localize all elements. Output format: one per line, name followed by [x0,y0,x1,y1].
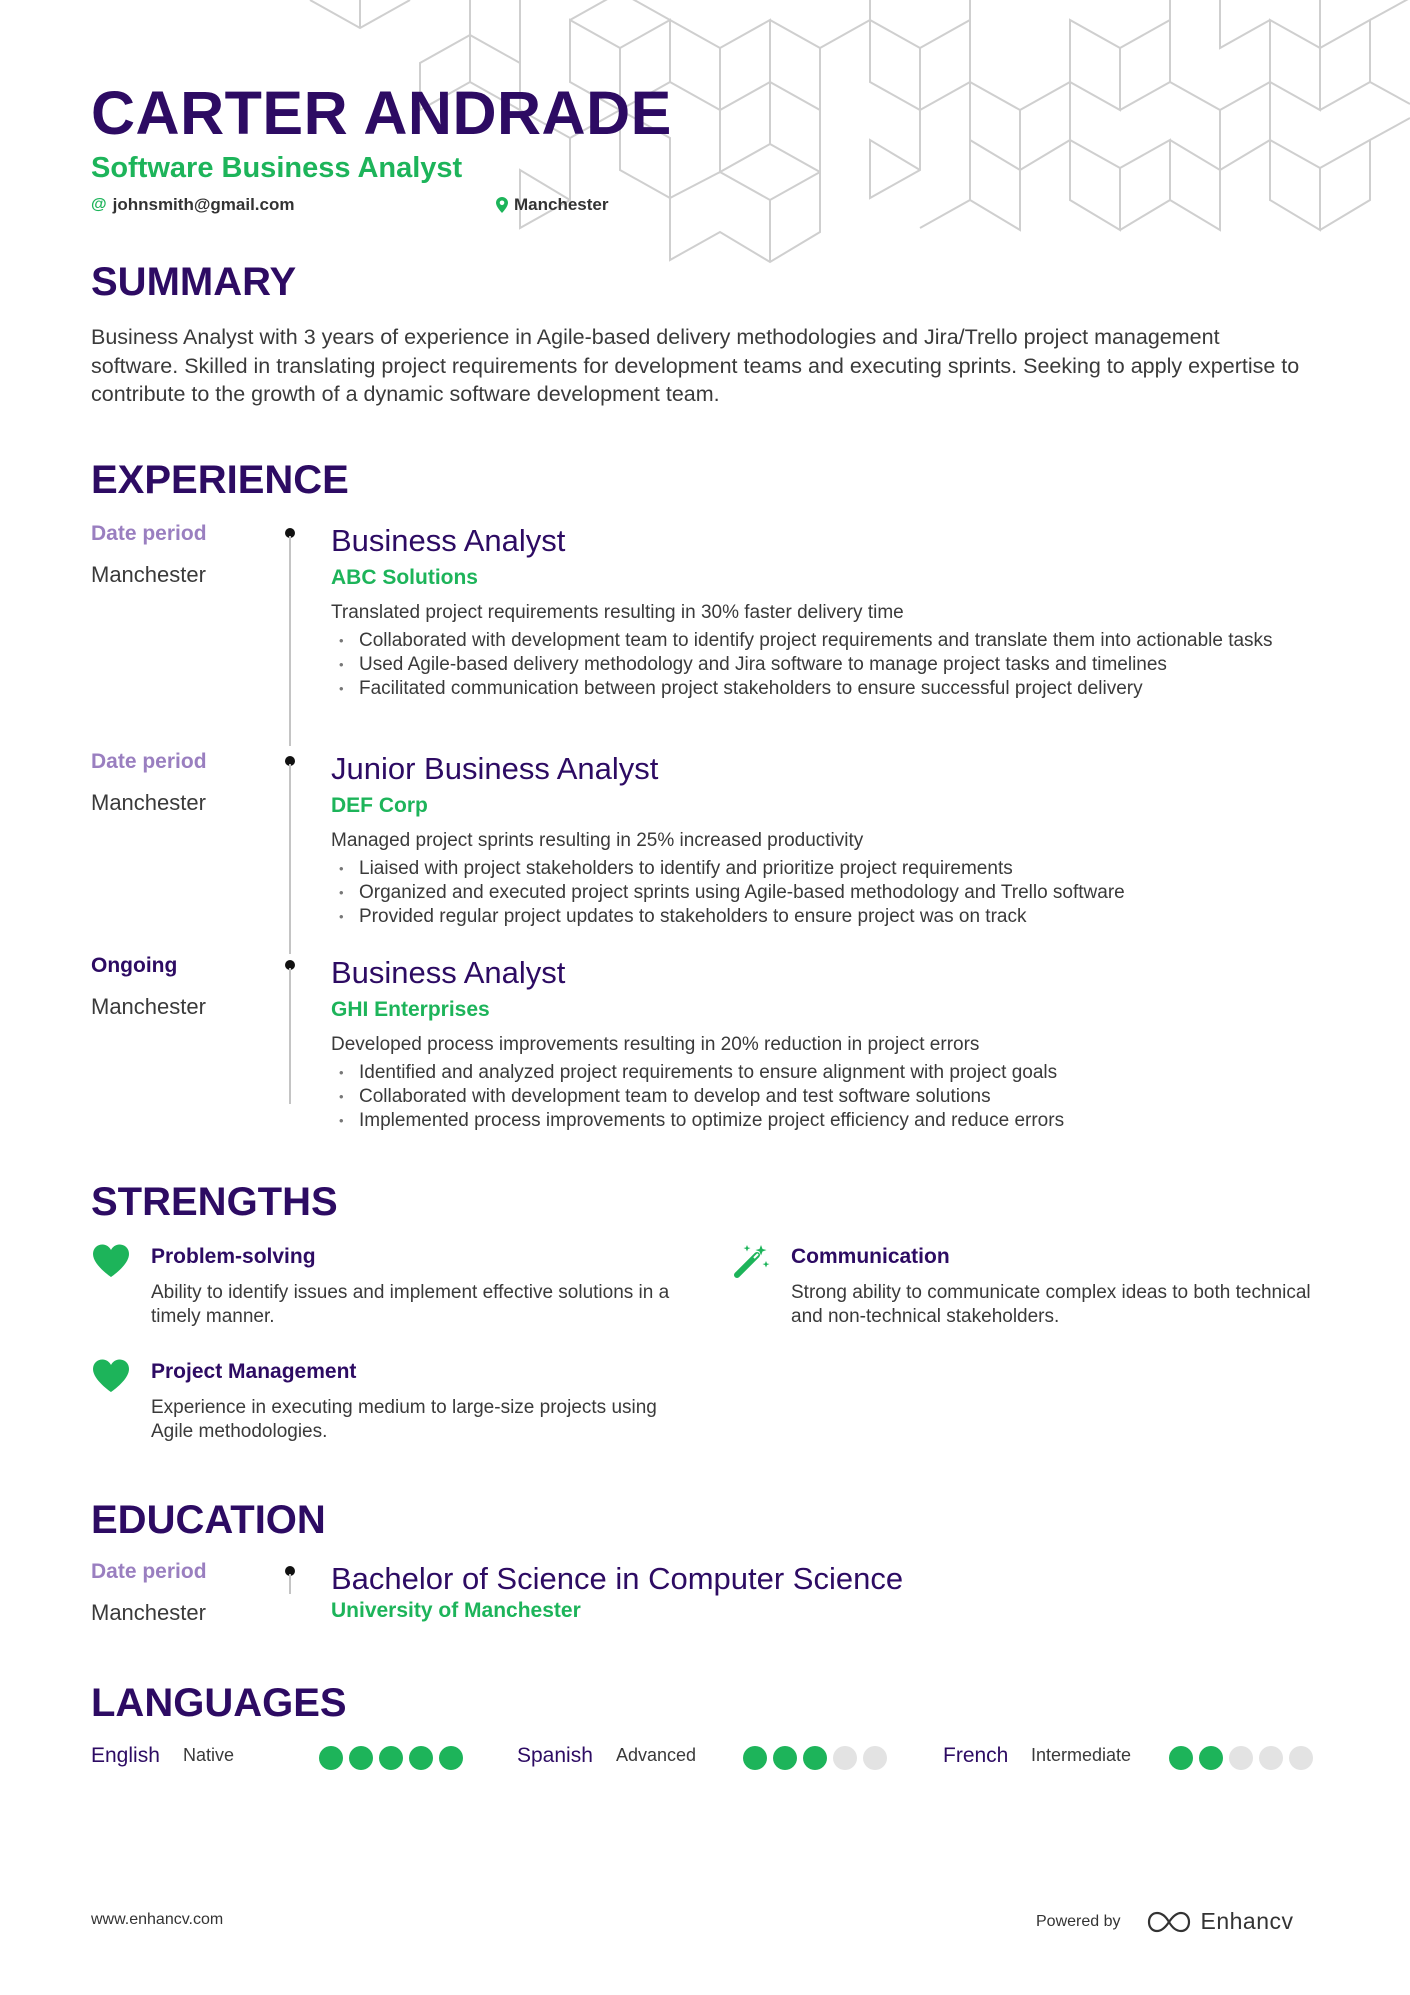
email-text: johnsmith@gmail.com [112,195,295,214]
strength-title: Problem-solving [151,1245,316,1268]
job-bullet: • Implemented process improvements to optimize project efficiency and reduce errors [359,1109,1331,1133]
job-title: Business Analyst [331,523,566,558]
strength-description: Strong ability to communicate complex ideas to both technical and non-technical stakeholders. [791,1282,1311,1327]
job-bullets [331,857,1331,929]
language-item [943,1744,1323,1778]
rating-dot-filled [803,1746,827,1770]
candidate-role: Software Business Analyst [91,152,463,184]
education-location: Manchester [91,1600,206,1625]
heart-icon [91,1358,131,1394]
location-text: Manchester [514,195,609,214]
company-name: GHI Enterprises [331,998,490,1021]
job-description: Developed process improvements resulting in 20% reduction in project errors [331,1034,980,1055]
job-bullets [331,629,1331,701]
job-bullet: • Collaborated with development team to identify project requirements and translate them into actionable tasks [359,629,1331,653]
candidate-name: CARTER ANDRADE [91,79,672,147]
job-description: Translated project requirements resulting in 30% faster delivery time [331,602,904,623]
footer-website-link[interactable]: www.enhancv.com [91,1911,224,1928]
strength-title: Communication [791,1245,950,1268]
strengths-heading: STRENGTHS [91,1180,338,1224]
rating-dot-filled [773,1746,797,1770]
experience-date: Ongoing [91,954,178,977]
company-name: ABC Solutions [331,566,478,589]
location-contact [496,195,608,215]
strength-description: Experience in executing medium to large-size projects using Agile methodologies. [151,1397,657,1442]
rating-dot-filled [1199,1746,1223,1770]
job-title: Business Analyst [331,955,566,990]
languages-heading: LANGUAGES [91,1681,347,1725]
rating-dot-empty [1229,1746,1253,1770]
magic-wand-icon [731,1243,771,1279]
language-name: English [91,1744,160,1767]
powered-by-label: Powered by [1036,1912,1121,1930]
rating-dot-filled [349,1746,373,1770]
language-name: French [943,1744,1009,1767]
experience-heading: EXPERIENCE [91,458,349,502]
at-sign-icon: @ [91,196,107,213]
timeline-line [289,1574,291,1594]
job-bullet: • Facilitated communication between project stakeholders to ensure successful project delivery [359,677,1331,701]
location-pin-icon [496,197,508,213]
experience-content [331,522,1331,701]
degree-title: Bachelor of Science in Computer Science [331,1561,904,1596]
rating-dot-empty [1259,1746,1283,1770]
summary-text: Business Analyst with 3 years of experience in Agile-based delivery methodologies and Jira/Trello project management software. Skilled in translating project requirements for development teams and executing sprints. Seeking to apply expertise to contribute to the growth of a dynamic software development team. [91,325,1300,406]
experience-content [331,954,1331,1133]
experience-date: Date period [91,750,207,773]
education-entry [91,1560,1331,1660]
school-name: University of Manchester [331,1599,581,1622]
language-level: Advanced [616,1745,697,1765]
email-contact[interactable] [91,195,294,215]
rating-dot-filled [409,1746,433,1770]
job-bullet: • Identified and analyzed project requirements to ensure alignment with project goals [359,1061,1331,1085]
education-heading: EDUCATION [91,1498,326,1542]
language-name: Spanish [517,1744,593,1767]
experience-location: Manchester [91,790,206,815]
language-item [91,1744,471,1778]
job-bullet: • Liaised with project stakeholders to identify and prioritize project requirements [359,857,1331,881]
job-bullet: • Used Agile-based delivery methodology and Jira software to manage project tasks and timelines [359,653,1331,677]
rating-dot-filled [439,1746,463,1770]
strength-description: Ability to identify issues and implement effective solutions in a timely manner. [151,1282,670,1327]
language-rating [319,1746,463,1770]
rating-dot-filled [319,1746,343,1770]
strength-title: Project Management [151,1360,357,1383]
timeline-line [289,764,291,954]
footer-branding[interactable] [1036,1908,1294,1935]
experience-location: Manchester [91,994,206,1019]
language-rating [743,1746,887,1770]
company-name: DEF Corp [331,794,428,817]
rating-dot-empty [863,1746,887,1770]
heart-icon [91,1243,131,1279]
job-description: Managed project sprints resulting in 25% increased productivity [331,830,864,851]
job-bullet: • Organized and executed project sprints using Agile-based methodology and Trello software [359,881,1331,905]
job-bullet: • Provided regular project updates to stakeholders to ensure project was on track [359,905,1331,929]
experience-entry [91,522,1331,747]
experience-content [331,750,1331,929]
rating-dot-empty [1289,1746,1313,1770]
experience-entry [91,750,1331,950]
rating-dot-filled [1169,1746,1193,1770]
rating-dot-filled [743,1746,767,1770]
language-rating [1169,1746,1313,1770]
infinity-logo-icon [1147,1911,1191,1933]
summary-heading: SUMMARY [91,260,297,304]
rating-dot-empty [833,1746,857,1770]
brand-logo [1147,1908,1294,1935]
timeline-line [289,536,291,746]
job-bullets [331,1061,1331,1133]
job-bullet: • Collaborated with development team to develop and test software solutions [359,1085,1331,1109]
experience-entry [91,954,1331,1154]
experience-location: Manchester [91,562,206,587]
brand-name: Enhancv [1200,1908,1294,1934]
timeline-line [289,968,291,1104]
education-date: Date period [91,1560,207,1583]
language-level: Native [183,1745,235,1765]
experience-date: Date period [91,522,207,545]
language-item [517,1744,897,1778]
rating-dot-filled [379,1746,403,1770]
education-content [331,1560,1331,1624]
job-title: Junior Business Analyst [331,751,659,786]
language-level: Intermediate [1031,1745,1132,1765]
